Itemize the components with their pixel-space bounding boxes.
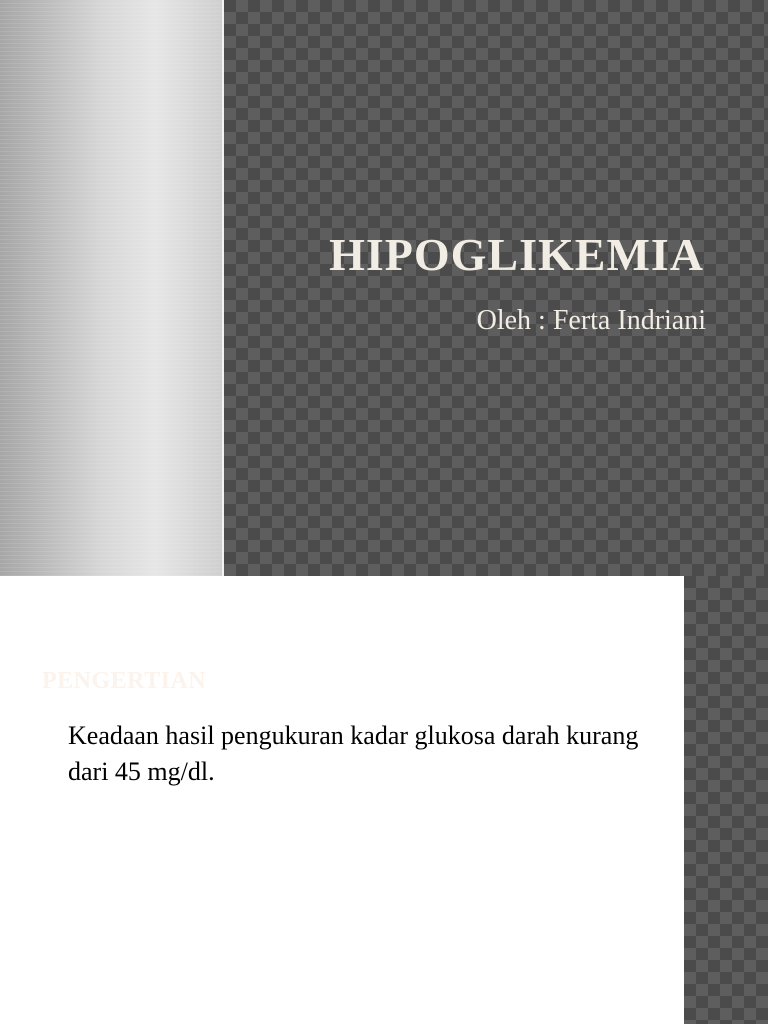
slide-subtitle: Oleh : Ferta Indriani [476, 305, 706, 336]
gradient-side-panel [0, 0, 222, 576]
slide-title: HIPOGLIKEMIA [329, 229, 704, 280]
slide-body-text: Keadaan hasil pengukuran kadar glukosa darah kurang dari 45 mg/dl. [68, 721, 639, 786]
content-slide [0, 576, 768, 1024]
diamond-pattern-strip [684, 576, 768, 1024]
slide-heading: PENGERTIAN [42, 668, 207, 694]
diamond-pattern-panel [224, 0, 768, 576]
